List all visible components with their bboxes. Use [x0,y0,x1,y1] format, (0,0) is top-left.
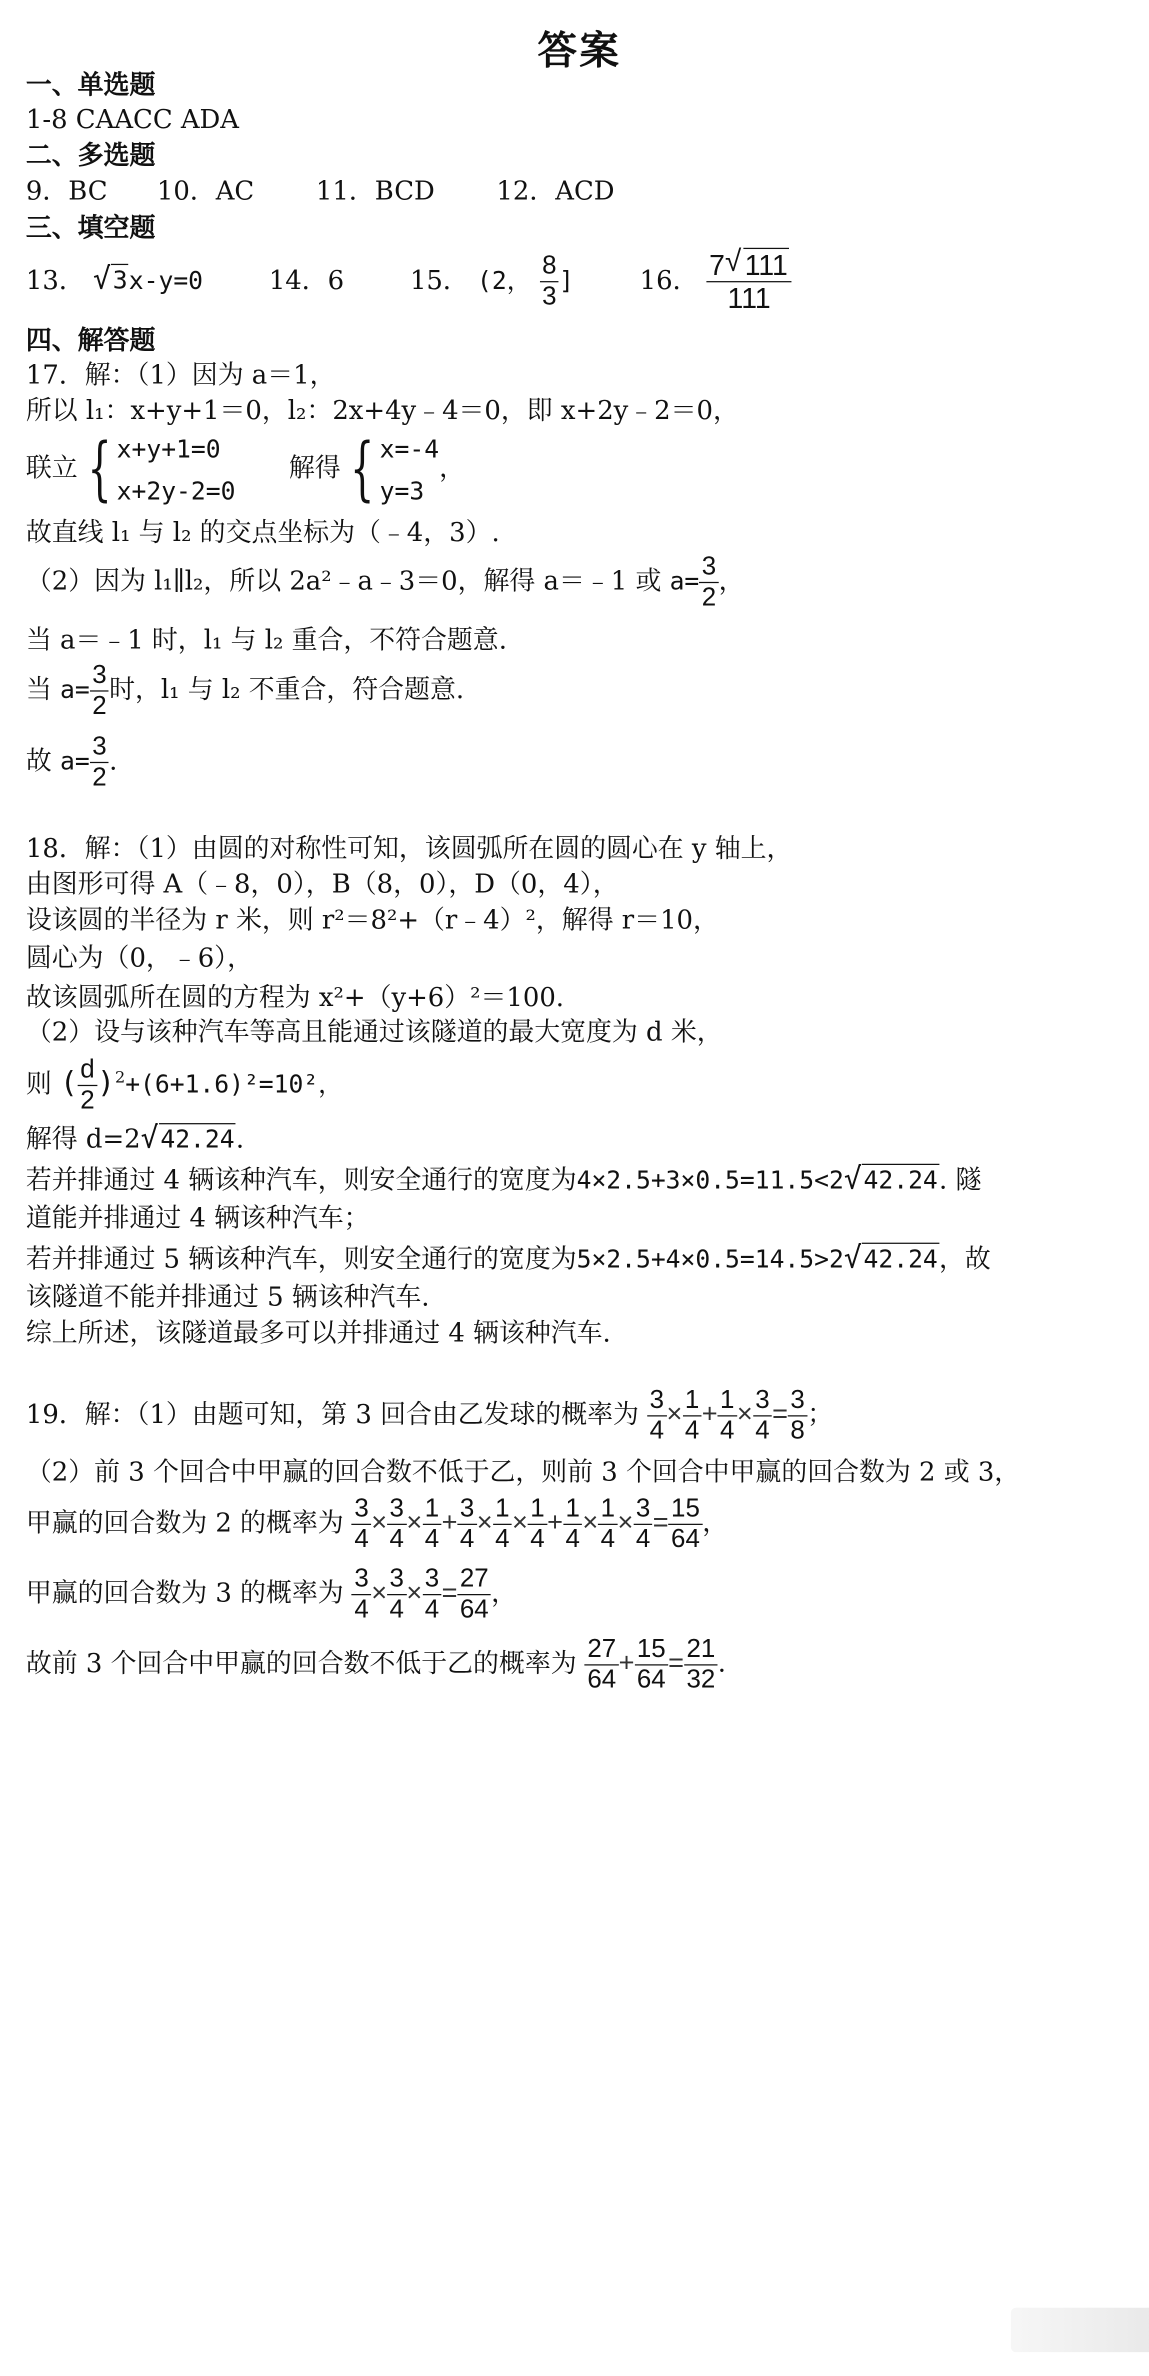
operator: × [476,1506,493,1538]
text: 解得 [288,453,341,483]
fraction-product [647,1385,834,1446]
operator: + [701,1398,718,1429]
section-heading-fill-blank: 三、填空题 [25,212,156,243]
p17-line-1: 17．解：（1）因为 a＝1， [25,359,336,390]
p18-line-3: 设该圆的半径为 r 米，则 r²＝8²+（r﹣4）²，解得 r＝10， [25,904,719,935]
text: ； [807,1399,834,1429]
operator: × [666,1398,683,1429]
section-heading-solutions: 四、解答题 [25,324,156,356]
p17-line-5 [26,552,745,613]
fraction-product [352,1494,729,1554]
p18-line-5: 故该圆弧所在圆的方程为 x²+（y+6）²＝100. [25,982,565,1013]
operator: × [371,1576,388,1608]
text: a= [669,566,700,596]
text: 若并排通过 4 辆该种汽车，则安全通行的宽度为 [25,1164,577,1195]
fraction: $\frac{1}{4}$ [718,1386,737,1447]
text: +(6+1.6)²=10²， [125,1069,343,1099]
operator: × [371,1506,388,1538]
operator: × [511,1506,528,1538]
p17-line-7 [26,661,464,722]
fraction: $\frac{15}{64}$ [634,1635,668,1696]
text: 19．解：（1）由题可知，第 3 回合由乙发球的概率为 [25,1399,639,1429]
section-heading-single-choice: 一、单选题 [25,69,156,100]
fraction: $\frac{3}{4}$ [352,1564,371,1625]
text: 则 [25,1069,52,1099]
p18-line-1: 18．解：（1）由圆的对称性可知，该圆弧所在圆的圆心在 y 轴上， [25,833,793,863]
text: 解得 d=2 [25,1124,141,1154]
fraction: 7 √ 111 111 [707,249,792,315]
fraction: $\frac{1}{4}$ [563,1494,582,1555]
operator: × [582,1506,599,1538]
paren-open: ( [60,1065,78,1100]
answer-9: 9．BC [25,176,108,206]
text: 甲赢的回合数为 2 的概率为 [25,1507,344,1538]
p18-line-7: 则 ( $\frac{d}{2}$ )$^2$+(6+1.6)²=10²， [25,1055,343,1115]
p19-line-3 [26,1494,728,1555]
fraction: $\frac{3}{8}$ [788,1386,807,1447]
p18-line-4: 圆心为（0，﹣6）， [25,943,254,973]
text: 甲赢的回合数为 3 的概率为 [25,1578,344,1608]
operator: × [617,1506,634,1538]
text: ， [718,566,745,596]
fraction: $\frac{3}{4}$ [387,1564,406,1625]
fraction: $\frac{3}{4}$ [633,1494,652,1555]
fraction: $\frac{3}{4}$ [753,1386,772,1447]
p17-line-8 [26,732,117,793]
answer-13-rest: x-y=0 [128,265,204,296]
p17-line-3 [26,428,465,512]
p17-line-2: 所以 l₁：x+y+1＝0，l₂：2x+4y﹣4＝0，即 x+2y﹣2＝0， [25,395,739,426]
answer-15-close: ] [558,265,574,296]
fraction: $\frac{21}{32}$ [684,1635,718,1696]
p17-line-4: 故直线 l₁ 与 l₂ 的交点坐标为（﹣4，3）. [25,517,500,548]
operator: + [441,1506,458,1538]
sqrt-expression: √ 42.24 [843,1240,938,1275]
fraction: $\frac{27}{64}$ [585,1635,619,1696]
p18-line-2: 由图形可得 A（﹣8，0），B（8，0），D（0，4）， [25,869,619,899]
multi-choice-answers [26,176,615,207]
p19-line-1 [26,1386,833,1447]
watermark [1011,2308,1149,2352]
text: ， [439,453,465,483]
single-choice-answers: 1-8 CAACC ADA [25,104,240,135]
p18-line-13: 综上所述，该隧道最多可以并排通过 4 辆该种汽车. [25,1317,611,1348]
p17-line-6: 当 a＝﹣1 时，l₁ 与 l₂ 重合，不符合题意. [25,625,507,655]
fraction: $\frac{3}{4}$ [457,1494,476,1555]
text: 时，l₁ 与 l₂ 不重合，符合题意. [109,674,465,705]
p19-line-4 [26,1564,517,1625]
answer-11: 11．BCD [315,176,435,206]
text: 联立 [25,453,78,483]
text: a= [60,674,90,705]
answer-15-label: 15． [409,265,469,296]
paren-close: ) [97,1065,115,1100]
answer-12: 12．ACD [496,176,615,206]
p18-line-11 [25,1240,991,1275]
fraction: $\frac{3}{4}$ [647,1386,666,1447]
operator: × [406,1506,423,1538]
fill-blank-answers [25,245,792,315]
text: ， [702,1507,729,1538]
fraction: $\frac{3}{2}$ [90,732,109,793]
fraction: $\frac{1}{4}$ [493,1494,512,1555]
fraction-product [585,1634,726,1695]
brace-icon: { [87,429,112,510]
sqrt-expression: √ 42.24 [140,1120,235,1156]
fraction: $\frac{d}{2}$ [78,1055,97,1116]
text: 故 [25,746,52,776]
fraction: $\frac{3}{2}$ [699,552,718,613]
text: ，故 [939,1243,991,1274]
answer-14: 14．6 [268,265,345,296]
operator: = [772,1398,788,1429]
operator: = [441,1576,458,1608]
text: . [235,1124,245,1154]
text: 故前 3 个回合中甲赢的回合数不低于乙的概率为 [25,1648,577,1679]
equation-system: x=-4 y=3 [379,433,440,506]
fraction: $\frac{15}{64}$ [669,1494,703,1555]
p18-line-6: （2）设与该种汽车等高且能通过该隧道的最大宽度为 d 米， [25,1017,723,1047]
text: 当 [25,674,52,705]
p19-line-5 [26,1635,726,1696]
answer-16-label: 16． [639,265,699,296]
operator: × [736,1398,753,1429]
fraction: $\frac{3}{4}$ [387,1494,406,1555]
fraction: $\frac{1}{4}$ [422,1494,441,1555]
p18-line-12: 该隧道不能并排通过 5 辆该种汽车. [25,1282,430,1312]
page-title: 答案 [537,27,622,74]
text: 若并排通过 5 辆该种汽车，则安全通行的宽度为 [25,1243,577,1274]
section-heading-multi-choice: 二、多选题 [25,139,156,171]
text: . [717,1648,726,1679]
operator: × [406,1576,423,1608]
p18-line-8 [25,1120,245,1156]
fraction: $\frac{1}{4}$ [528,1494,547,1555]
fraction-product [352,1564,518,1624]
p19-line-2: （2）前 3 个回合中甲赢的回合数不低于乙，则前 3 个回合中甲赢的回合数为 2 或 3， [25,1457,1021,1487]
operator: + [618,1647,635,1679]
answer-15-open: (2， [477,265,532,296]
text: （2）因为 l₁∥l₂，所以 2a²﹣a﹣3＝0，解得 a＝﹣1 或 [25,566,662,596]
answer-13-label: 13． [25,265,85,296]
fraction: $\frac{1}{4}$ [598,1494,617,1555]
text: . 隧 [939,1164,982,1195]
fraction: $\frac{3}{4}$ [352,1494,371,1555]
text: ， [491,1578,518,1608]
operator: + [547,1506,564,1538]
math-expression: 5×2.5+4×0.5=14.5>2 [576,1243,844,1274]
p18-line-9 [25,1161,982,1196]
sqrt-expression: √ 3 [92,261,128,297]
brace-icon: { [350,429,375,510]
operator: = [652,1506,669,1538]
equation-system: x+y+1=0 x+2y-2=0 [116,433,236,506]
answer-10: 10．AC [156,176,255,206]
operator: = [668,1647,685,1679]
fraction: $\frac{8}{3}$ [540,252,559,313]
text: a= [60,746,90,776]
p18-line-10: 道能并排通过 4 辆该种汽车； [25,1203,370,1233]
fraction: $\frac{3}{2}$ [90,661,109,722]
fraction: $\frac{3}{4}$ [422,1564,441,1625]
fraction: $\frac{27}{64}$ [457,1564,491,1625]
fraction: $\frac{1}{4}$ [682,1386,701,1447]
text: . [109,746,118,776]
sqrt-expression: √ 42.24 [843,1161,938,1196]
math-expression: 4×2.5+3×0.5=11.5<2 [576,1164,844,1195]
